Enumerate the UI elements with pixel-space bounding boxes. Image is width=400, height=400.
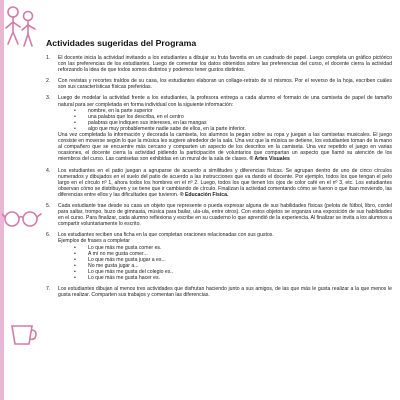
list-item: • palabras que indiquen sus intereses, en las mangas	[88, 120, 392, 126]
activity-number: 1.	[46, 55, 51, 61]
list-item: • A mí no me gusta comer...	[88, 251, 392, 257]
page-title: Actividades sugeridas del Programa	[46, 38, 197, 48]
activity-intro: Luego de modelar la actividad frente a los estudiantes, la profesora entrega a cada alumno el formato de una camiseta de papel de tamaño natural para ser completada en forma individual con la siguiente información:	[58, 95, 392, 108]
list-item: • Lo que más me gusta jugar a es...	[88, 257, 392, 263]
activity-number: 5.	[46, 202, 51, 209]
subject-link-label: ® Artes Visuales	[249, 156, 290, 163]
activity-list	[44, 55, 392, 298]
activity-text: Cada estudiante trae desde su casa un objeto que represente o pueda expresar alguna de sus habilidades físicas (pelota de fútbol, libro, cordel para saltar, trompo, buzo de gimnasia, música para bailar, ula-ula, entre otros). Con estos objetos se organiza una exposición de sus habilidades en el curso. Para finalizar, cada alumno reflexiona y escribe en su cuaderno lo que aprendió de la experiencia. Al finalizar se invita a los alumnos a compartir voluntariamente lo escrito.	[58, 202, 392, 228]
activity-number: 7.	[46, 286, 51, 293]
activity-item	[44, 286, 392, 298]
activity-item	[44, 78, 392, 90]
activity-number: 2.	[46, 78, 51, 85]
bullet-list	[88, 108, 392, 132]
activity-text: El docente inicia la actividad invitando a los estudiantes a dibujar su fruta favorita en un cuadrado de papel. Luego completa un gráfico pictórico con las preferencias de los estudiantes. Luego de comentar los datos obtenidos sobre las preferencias del curso, el docente cierra la actividad reforzando la idea de que todos somos distintos y podemos tener gustos distintos.	[58, 55, 392, 74]
activity-intro-secondary: Ejemplos de frases a completar	[58, 238, 131, 245]
activity-intro: Los estudiantes reciben una ficha en la que completan oraciones relacionadas con sus gustos.	[58, 232, 274, 239]
list-item: • Lo que más me gusta comer es.	[88, 245, 392, 251]
activity-item	[44, 95, 392, 162]
activity-number: 6.	[46, 232, 51, 239]
list-item: • nombre, en la parte superior	[88, 108, 392, 114]
list-item: • una palabra que los describa, en el centro	[88, 114, 392, 120]
activity-item	[44, 168, 392, 198]
activity-text: Los estudiantes en el patio juegan a agruparse de acuerdo a similitudes y diferencias físicas. Se agrupan dentro de uno de cinco círculos numerados y dibujados en el suelo del patio de acuerdo a las instrucciones que va dando el docente. Por ejemplo, todos los que tengan el pelo largo en el círculo nº 1, ahora todos los hombres en el nº 2. Luego, todos los que tienen los ojos de color café en el nº 3, etc. Los estudiantes observan cómo se distribuyen y se tiene que ir cambiando de círculo. Finalizan la actividad comentando cómo se fueron o que iban moviendo, las diferencias entre ellos y las dificultades que tuvieron.	[58, 167, 392, 198]
activity-closing	[58, 132, 392, 162]
activity-item	[44, 203, 392, 227]
document-page	[44, 38, 392, 394]
activity-number: 3.	[46, 95, 51, 102]
list-item: • Lo que más me gusta hacer es.	[88, 275, 392, 281]
activity-closing-text: Una vez completada la información y decorada la camiseta, los alumnos la pegan sobre su ropa y juegan a las camisetas musicales. El juego consiste en moverse según lo que la música les sugiere alrededor de la sala. Una vez que la música se detiene, los estudiantes toman de la mano al compañero que se encuentre más cercano y comparten un aspecto de los descritos en la camiseta. Una vez repetido el juego en varias ocasiones, el docente cierra la actividad pidiendo la participación de voluntarios que compartan un aspecto que llamó su atención de los miembros del curso. Las camisetas son exhibidas en un mural de la sala de clases.	[58, 132, 392, 163]
activity-item	[44, 232, 392, 281]
decorative-children-illustration	[2, 2, 38, 50]
left-border-stripe	[0, 0, 4, 400]
subject-link-label: ® Educación Física.	[179, 191, 229, 198]
list-item: • algo que muy probablemente nadie sabe de ellos, en la parte inferior.	[88, 126, 392, 132]
decorative-glasses-icon	[2, 205, 42, 233]
activity-text-block	[58, 168, 392, 198]
activity-text: Con revistas y recortes traídos de su casa, los estudiantes elaboran un collage-retrato de sí mismos. Por el reverso de la hoja, escriben cuáles son sus características físicas preferidas.	[58, 78, 392, 91]
list-item: • Lo que más me gusta del colegio es..	[88, 269, 392, 275]
bullet-list	[88, 245, 392, 282]
decorative-cup-icon	[6, 320, 40, 348]
activity-item	[44, 55, 392, 73]
activity-number: 4.	[46, 167, 51, 174]
list-item: • No me gusta jugar a...	[88, 263, 392, 269]
activity-text: Los estudiantes dibujan al menos tres actividades que disfrutan haciendo junto a sus amigos, de las que más le gusta realizar a la que menos le gusta realizar. Comparten sus trabajos y comentan las diferencias.	[58, 286, 392, 299]
